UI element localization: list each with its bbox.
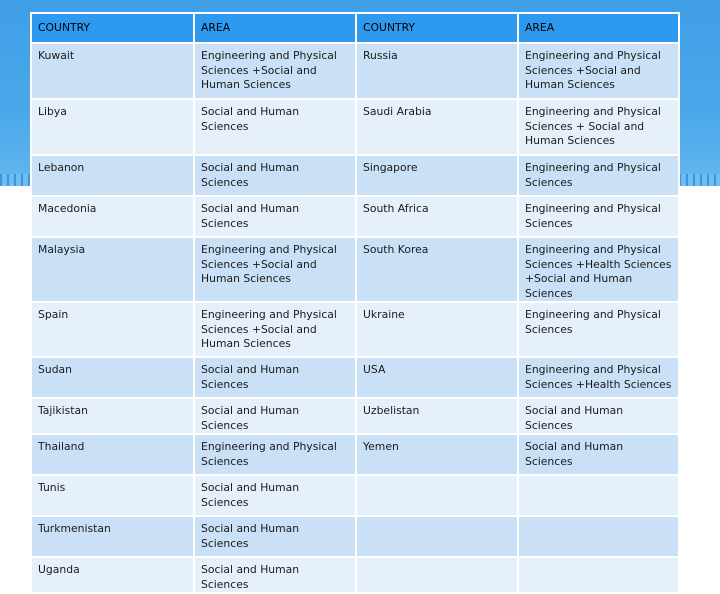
area-cell: Social and Human Sciences <box>194 475 356 516</box>
table-row <box>31 475 679 516</box>
area-cell: Social and Human Sciences <box>194 516 356 557</box>
header-country-1: COUNTRY <box>31 13 194 43</box>
table-row <box>31 398 679 434</box>
country-cell: Uzbelistan <box>356 398 518 434</box>
country-cell: Uganda <box>31 557 194 593</box>
table-row <box>31 516 679 557</box>
table-row <box>31 557 679 593</box>
country-cell: Spain <box>31 302 194 357</box>
header-area-2: AREA <box>518 13 679 43</box>
area-cell <box>518 516 679 557</box>
area-cell: Social and Human Sciences <box>194 557 356 593</box>
area-cell: Social and Human Sciences <box>194 398 356 434</box>
table-row <box>31 43 679 99</box>
country-cell: Saudi Arabia <box>356 99 518 155</box>
area-cell: Engineering and Physical Sciences <box>518 155 679 196</box>
country-cell: USA <box>356 357 518 398</box>
country-area-table-container <box>30 12 678 594</box>
country-cell: Tajikistan <box>31 398 194 434</box>
country-cell: Macedonia <box>31 196 194 237</box>
area-cell: Engineering and Physical Sciences + Social and Human Sciences <box>518 99 679 155</box>
table-header-row <box>31 13 679 43</box>
area-cell: Engineering and Physical Sciences +Social and Human Sciences <box>194 237 356 302</box>
country-cell: Russia <box>356 43 518 99</box>
country-cell: Ukraine <box>356 302 518 357</box>
table-row <box>31 357 679 398</box>
area-cell: Social and Human Sciences <box>194 99 356 155</box>
area-cell: Social and Human Sciences <box>518 398 679 434</box>
country-cell: Lebanon <box>31 155 194 196</box>
country-cell: Libya <box>31 99 194 155</box>
country-cell: Thailand <box>31 434 194 475</box>
area-cell: Engineering and Physical Sciences +Social and Human Sciences <box>194 302 356 357</box>
area-cell: Engineering and Physical Sciences +Social and Human Sciences <box>518 43 679 99</box>
country-cell: Tunis <box>31 475 194 516</box>
area-cell: Engineering and Physical Sciences +Social and Human Sciences <box>194 43 356 99</box>
area-cell: Social and Human Sciences <box>194 196 356 237</box>
country-cell: Turkmenistan <box>31 516 194 557</box>
table-row <box>31 196 679 237</box>
country-cell: Singapore <box>356 155 518 196</box>
table-row <box>31 434 679 475</box>
country-cell <box>356 475 518 516</box>
country-cell <box>356 516 518 557</box>
country-cell: South Africa <box>356 196 518 237</box>
table-row <box>31 237 679 302</box>
country-cell: Malaysia <box>31 237 194 302</box>
area-cell: Engineering and Physical Sciences <box>518 302 679 357</box>
table-row <box>31 99 679 155</box>
header-country-2: COUNTRY <box>356 13 518 43</box>
area-cell: Engineering and Physical Sciences +Health Sciences +Social and Human Sciences <box>518 237 679 302</box>
area-cell: Engineering and Physical Sciences <box>194 434 356 475</box>
area-cell: Engineering and Physical Sciences <box>518 196 679 237</box>
area-cell <box>518 557 679 593</box>
country-area-table <box>30 12 680 594</box>
table-row <box>31 302 679 357</box>
country-cell: Sudan <box>31 357 194 398</box>
area-cell: Social and Human Sciences <box>194 155 356 196</box>
area-cell: Social and Human Sciences <box>194 357 356 398</box>
area-cell <box>518 475 679 516</box>
country-cell: South Korea <box>356 237 518 302</box>
country-cell: Kuwait <box>31 43 194 99</box>
table-row <box>31 155 679 196</box>
area-cell: Social and Human Sciences <box>518 434 679 475</box>
country-cell <box>356 557 518 593</box>
area-cell: Engineering and Physical Sciences +Health Sciences <box>518 357 679 398</box>
header-area-1: AREA <box>194 13 356 43</box>
country-cell: Yemen <box>356 434 518 475</box>
